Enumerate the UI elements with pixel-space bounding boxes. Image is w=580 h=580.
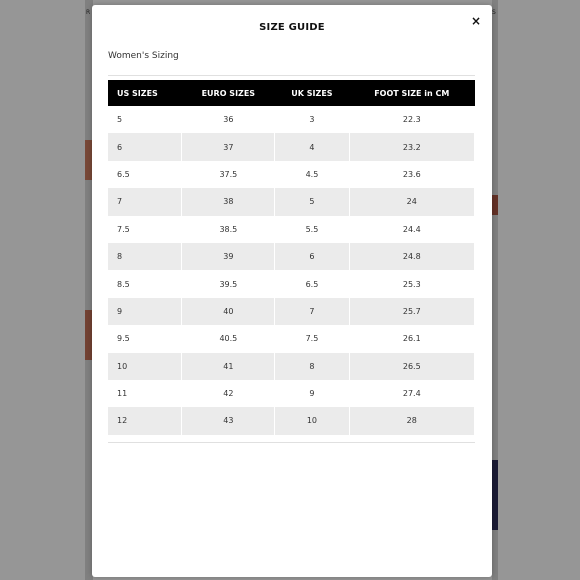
cell-uk-size: 4.5	[275, 161, 349, 188]
cell-euro-size: 41	[182, 353, 275, 380]
table-row	[108, 298, 475, 325]
cell-euro-size: 38	[182, 188, 275, 215]
cell-us-size: 5	[108, 106, 182, 133]
size-guide-modal	[92, 5, 492, 577]
table-row	[108, 106, 475, 133]
table-header-row	[108, 80, 475, 106]
table-row	[108, 353, 475, 380]
cell-euro-size: 40.5	[182, 325, 275, 352]
size-table	[108, 80, 475, 435]
cell-uk-size: 5	[275, 188, 349, 215]
header-us-sizes: US SIZES	[108, 80, 182, 106]
cell-us-size: 10	[108, 353, 182, 380]
table-row	[108, 243, 475, 270]
cell-foot-size-cm: 24.4	[349, 216, 474, 243]
cell-foot-size-cm: 24.8	[349, 243, 474, 270]
cell-us-size: 11	[108, 380, 182, 407]
cell-foot-size-cm: 27.4	[349, 380, 474, 407]
cell-us-size: 7	[108, 188, 182, 215]
cell-euro-size: 37.5	[182, 161, 275, 188]
table-row	[108, 270, 475, 297]
table-row	[108, 380, 475, 407]
table-row	[108, 325, 475, 352]
table-row	[108, 133, 475, 160]
cell-euro-size: 39.5	[182, 270, 275, 297]
cell-us-size: 6.5	[108, 161, 182, 188]
table-row	[108, 188, 475, 215]
modal-title: SIZE GUIDE	[259, 22, 325, 33]
cell-foot-size-cm: 26.5	[349, 353, 474, 380]
cell-euro-size: 36	[182, 106, 275, 133]
cell-us-size: 9.5	[108, 325, 182, 352]
cell-us-size: 12	[108, 407, 182, 434]
table-bottom-divider	[108, 442, 475, 443]
cell-uk-size: 8	[275, 353, 349, 380]
header-foot-size-cm: FOOT SIZE in CM	[349, 80, 474, 106]
cell-foot-size-cm: 23.2	[349, 133, 474, 160]
close-icon[interactable]: ×	[470, 14, 482, 28]
cell-uk-size: 7	[275, 298, 349, 325]
womens-sizing-label: Women's Sizing	[108, 51, 179, 61]
cell-us-size: 6	[108, 133, 182, 160]
cell-us-size: 9	[108, 298, 182, 325]
cell-euro-size: 37	[182, 133, 275, 160]
cell-euro-size: 40	[182, 298, 275, 325]
cell-uk-size: 3	[275, 106, 349, 133]
table-row	[108, 161, 475, 188]
header-euro-sizes: EURO SIZES	[182, 80, 275, 106]
cell-euro-size: 42	[182, 380, 275, 407]
cell-foot-size-cm: 26.1	[349, 325, 474, 352]
cell-us-size: 8.5	[108, 270, 182, 297]
cell-euro-size: 43	[182, 407, 275, 434]
cell-euro-size: 39	[182, 243, 275, 270]
table-row	[108, 216, 475, 243]
section-divider	[108, 75, 475, 76]
cell-foot-size-cm: 28	[349, 407, 474, 434]
cell-foot-size-cm: 22.3	[349, 106, 474, 133]
cell-uk-size: 4	[275, 133, 349, 160]
cell-foot-size-cm: 25.3	[349, 270, 474, 297]
cell-uk-size: 7.5	[275, 325, 349, 352]
cell-foot-size-cm: 24	[349, 188, 474, 215]
cell-euro-size: 38.5	[182, 216, 275, 243]
cell-uk-size: 6	[275, 243, 349, 270]
background-left-edge-text: R	[86, 9, 91, 16]
cell-uk-size: 10	[275, 407, 349, 434]
header-uk-sizes: UK SIZES	[275, 80, 349, 106]
cell-us-size: 8	[108, 243, 182, 270]
cell-us-size: 7.5	[108, 216, 182, 243]
cell-foot-size-cm: 23.6	[349, 161, 474, 188]
background-right-edge-text: S	[492, 9, 496, 16]
cell-foot-size-cm: 25.7	[349, 298, 474, 325]
cell-uk-size: 9	[275, 380, 349, 407]
cell-uk-size: 5.5	[275, 216, 349, 243]
cell-uk-size: 6.5	[275, 270, 349, 297]
table-row	[108, 407, 475, 434]
